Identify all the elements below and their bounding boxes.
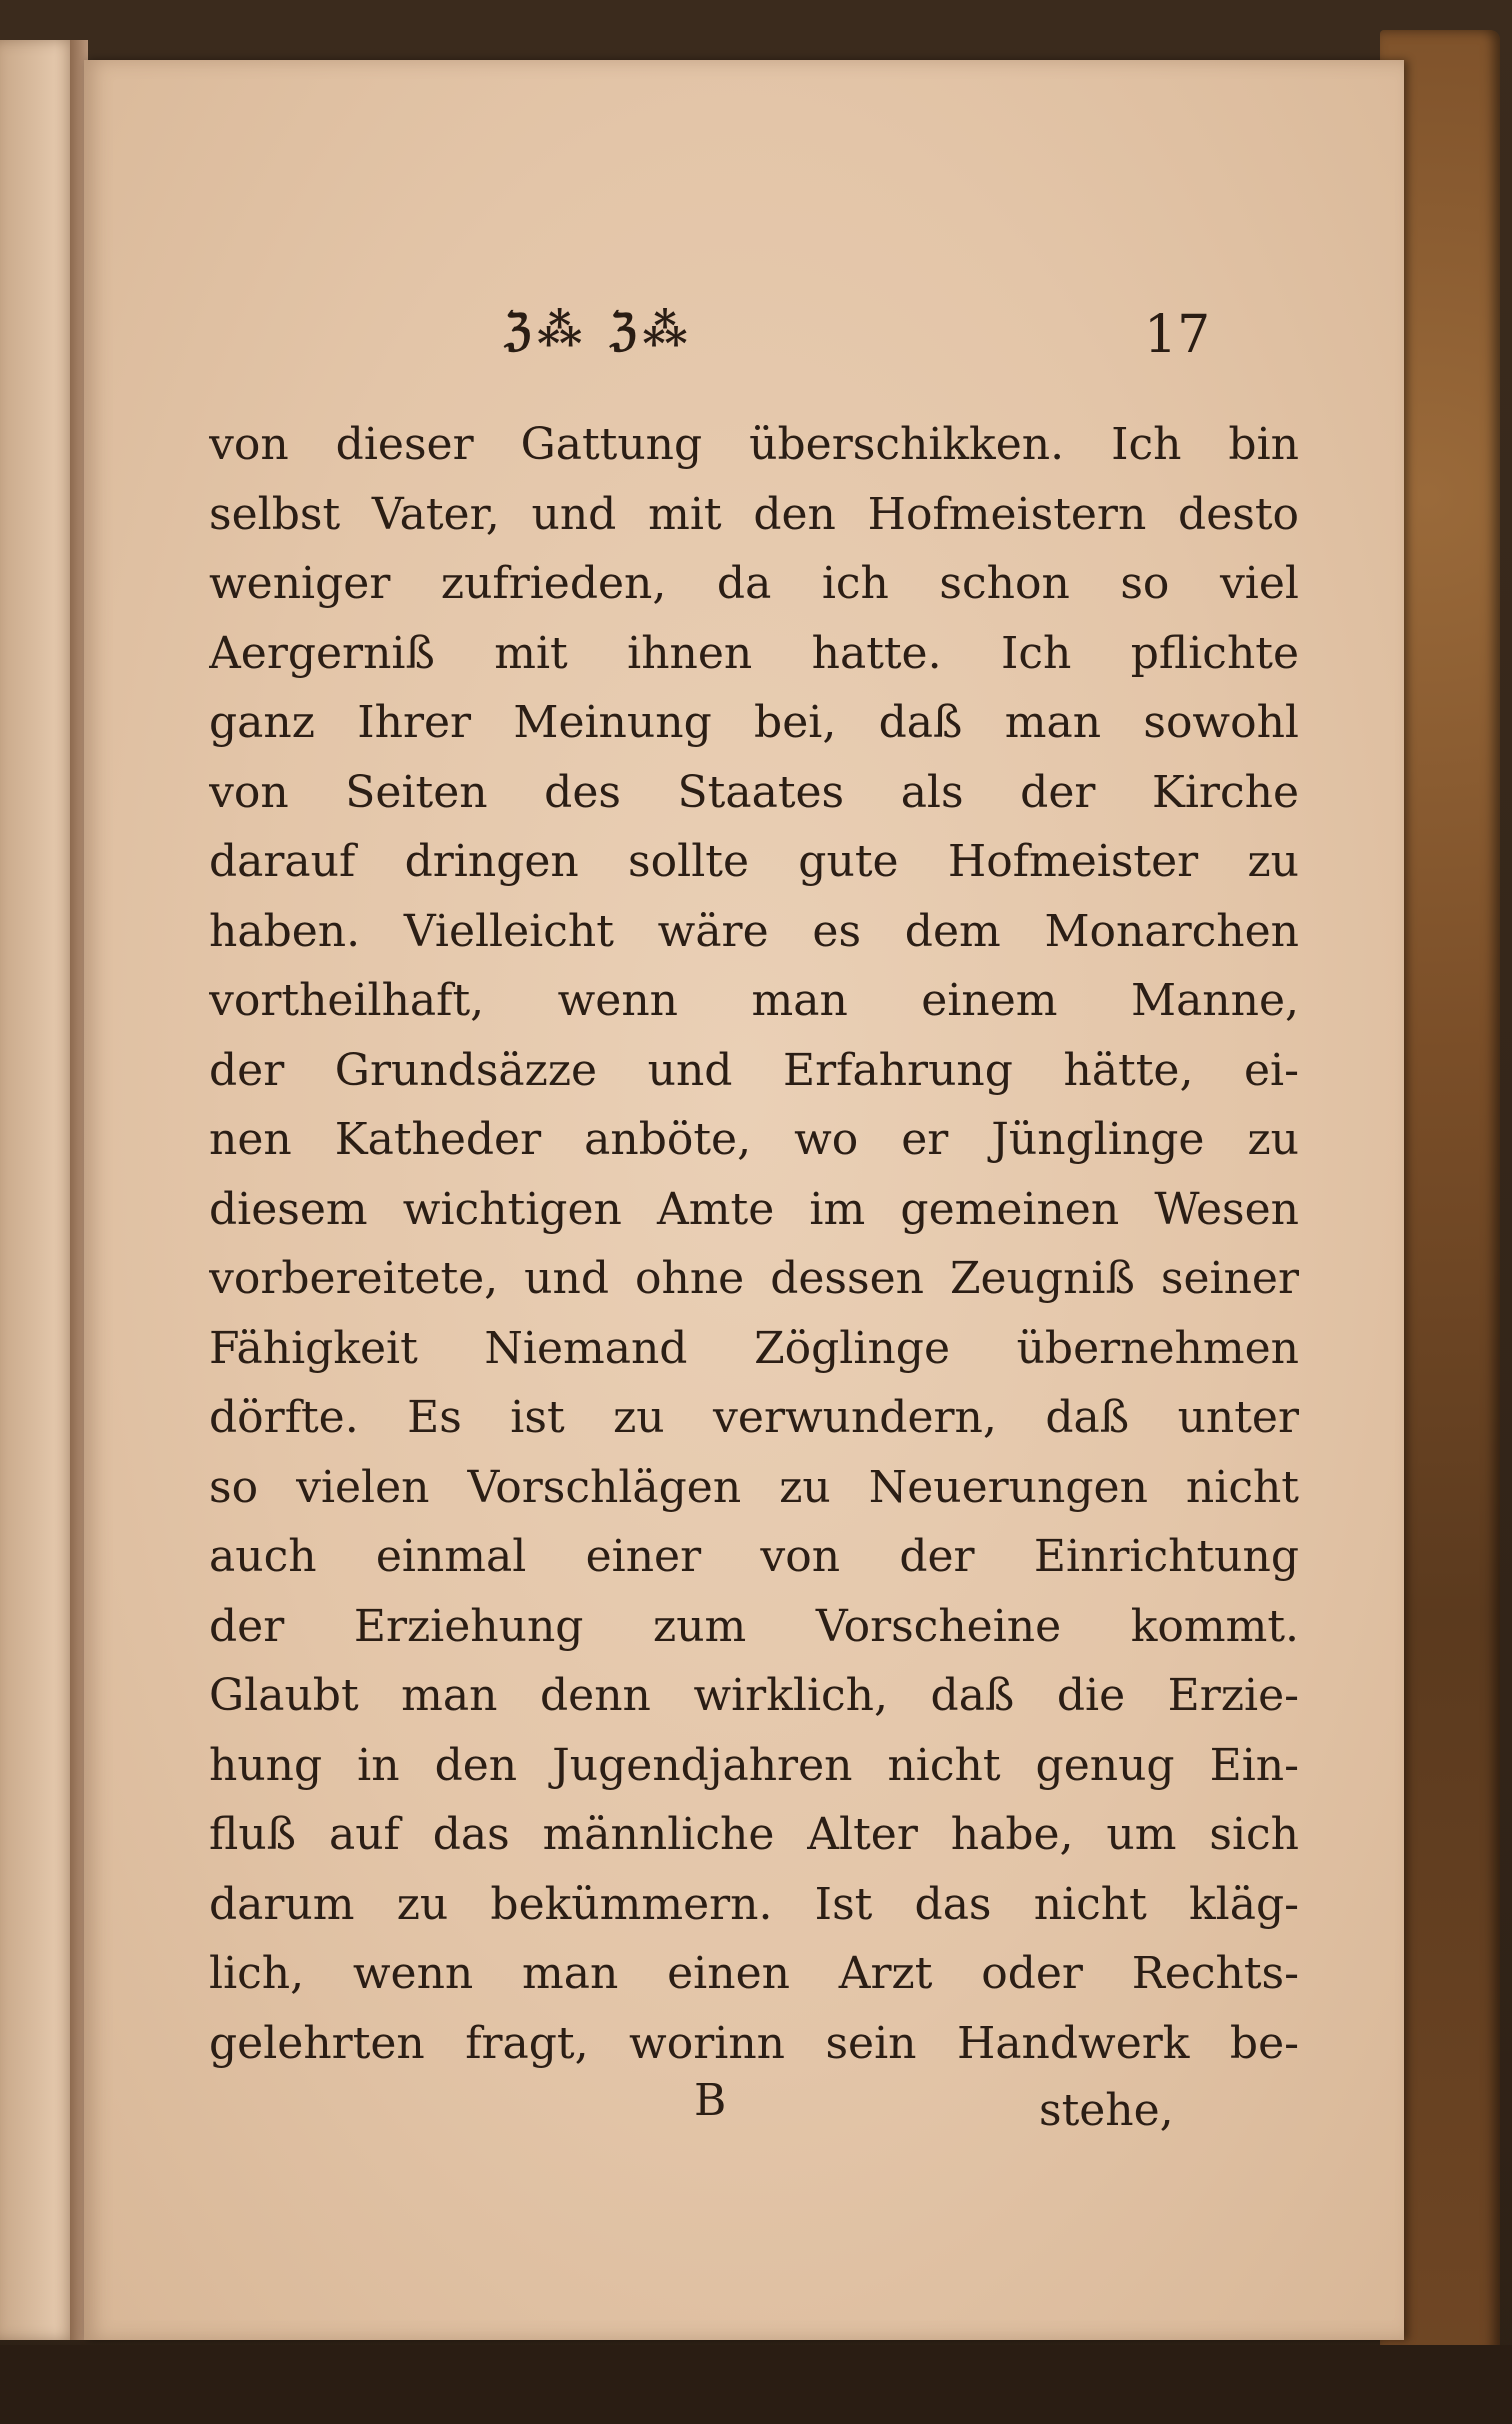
body-text (209, 410, 1299, 2078)
text-line: so vielen Vorschlägen zu Neuerungen nicht (209, 1461, 1299, 1513)
text-line: gelehrten fragt, worinn sein Handwerk be- (209, 2017, 1299, 2069)
text-line: diesem wichtigen Amte im gemeinen Wesen (209, 1183, 1299, 1235)
text-line: vortheilhaft, wenn man einem Manne, (209, 975, 1299, 1026)
page-header (84, 305, 1404, 365)
text-line: nen Katheder anböte, wo er Jünglinge zu (209, 1114, 1299, 1165)
header-ornament: ℨ⁂ ℨ⁂ (504, 305, 694, 356)
text-line: fluß auf das männliche Alter habe, um sich (209, 1809, 1299, 1860)
text-line: Fähigkeit Niemand Zöglinge übernehmen (209, 1322, 1299, 1374)
text-line: von dieser Gattung überschikken. Ich bin (209, 419, 1299, 470)
text-line: dörfte. Es ist zu verwundern, daß unter (209, 1392, 1299, 1443)
text-line: ganz Ihrer Meinung bei, daß man sowohl (209, 697, 1299, 748)
text-line: selbst Vater, und mit den Hofmeistern desto (209, 488, 1299, 540)
page-number: 17 (1144, 305, 1211, 365)
text-line: auch einmal einer von der Einrichtung (209, 1531, 1299, 1582)
text-line: Aergerniß mit ihnen hatte. Ich pflichte (209, 627, 1299, 679)
text-line: darauf dringen sollte gute Hofmeister zu (209, 836, 1299, 887)
page (84, 60, 1404, 2340)
text-line: der Grundsäzze und Erfahrung hätte, ei- (209, 1044, 1299, 1096)
scan-bottom-edge (0, 2345, 1512, 2424)
catchword: stehe, (1039, 2085, 1174, 2136)
text-line: der Erziehung zum Vorscheine kommt. (209, 1600, 1299, 1652)
text-line: haben. Vielleicht wäre es dem Monarchen (209, 905, 1299, 957)
text-line: Glaubt man denn wirklich, daß die Erzie- (209, 1670, 1299, 1721)
page-footer (84, 2075, 1404, 2145)
text-line: darum zu bekümmern. Ist das nicht kläg- (209, 1878, 1299, 1930)
text-line: vorbereitete, und ohne dessen Zeugniß seiner (209, 1253, 1299, 1304)
text-line: von Seiten des Staates als der Kirche (209, 766, 1299, 818)
left-page-edge (0, 40, 78, 2340)
text-line: weniger zufrieden, da ich schon so viel (209, 558, 1299, 609)
text-line: hung in den Jugendjahren nicht genug Ein- (209, 1739, 1299, 1791)
signature-mark: B (694, 2075, 727, 2126)
text-line: lich, wenn man einen Arzt oder Rechts- (209, 1948, 1299, 1999)
